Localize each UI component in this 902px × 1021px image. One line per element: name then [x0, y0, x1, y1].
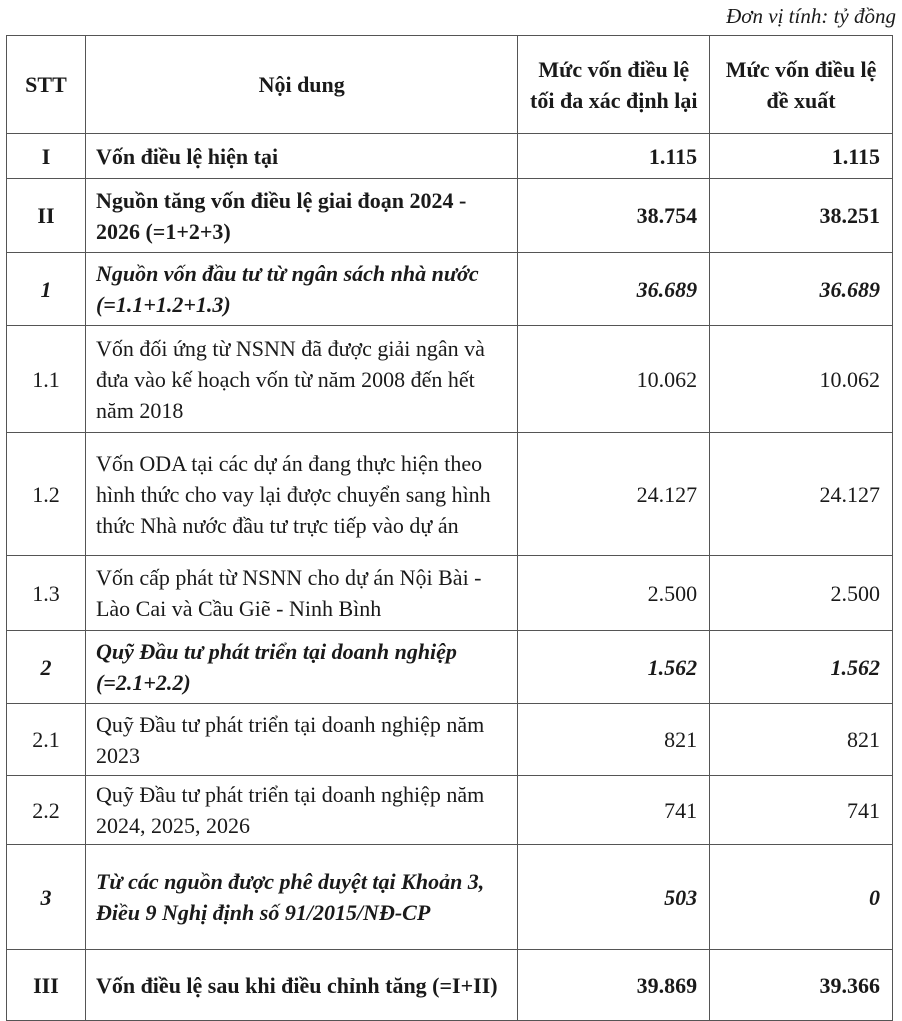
row-stt: 2.1: [7, 704, 86, 776]
row-proposed-capital: 1.115: [710, 134, 893, 179]
row-max-capital: 1.115: [518, 134, 710, 179]
row-content: Nguồn tăng vốn điều lệ giai đoạn 2024 - 2026 (=1+2+3): [85, 179, 517, 253]
row-proposed-capital: 38.251: [710, 179, 893, 253]
row-stt: 2: [7, 631, 86, 704]
row-stt: 1: [7, 253, 86, 326]
table-row: [7, 326, 893, 433]
row-stt: 3: [7, 845, 86, 950]
header-row: [7, 36, 893, 134]
row-proposed-capital: 10.062: [710, 326, 893, 433]
unit-note: Đơn vị tính: tỷ đồng: [726, 4, 896, 28]
row-max-capital: 39.869: [518, 950, 710, 1021]
table-row: [7, 845, 893, 950]
row-max-capital: 503: [518, 845, 710, 950]
table-row: [7, 704, 893, 776]
row-stt: I: [7, 134, 86, 179]
row-stt: 2.2: [7, 776, 86, 845]
table-row: [7, 950, 893, 1021]
table-row: [7, 433, 893, 556]
row-stt: 1.1: [7, 326, 86, 433]
row-proposed-capital: 36.689: [710, 253, 893, 326]
row-content: Quỹ Đầu tư phát triển tại doanh nghiệp năm 2023: [85, 704, 517, 776]
table-row: [7, 253, 893, 326]
row-stt: 1.3: [7, 556, 86, 631]
row-max-capital: 821: [518, 704, 710, 776]
row-max-capital: 24.127: [518, 433, 710, 556]
row-stt: III: [7, 950, 86, 1021]
row-proposed-capital: 741: [710, 776, 893, 845]
table-row: [7, 776, 893, 845]
row-max-capital: 36.689: [518, 253, 710, 326]
header-content: Nội dung: [85, 36, 517, 134]
table-row: [7, 179, 893, 253]
row-max-capital: 10.062: [518, 326, 710, 433]
row-proposed-capital: 24.127: [710, 433, 893, 556]
charter-capital-table: [6, 35, 893, 1021]
row-stt: II: [7, 179, 86, 253]
row-proposed-capital: 0: [710, 845, 893, 950]
row-stt: 1.2: [7, 433, 86, 556]
header-max-capital: Mức vốn điều lệ tối đa xác định lại: [518, 36, 710, 134]
table-row: [7, 134, 893, 179]
row-content: Vốn đối ứng từ NSNN đã được giải ngân và đưa vào kế hoạch vốn từ năm 2008 đến hết năm 2018: [85, 326, 517, 433]
row-content: Vốn ODA tại các dự án đang thực hiện theo hình thức cho vay lại được chuyển sang hình thức Nhà nước đầu tư trực tiếp vào dự án: [85, 433, 517, 556]
row-max-capital: 1.562: [518, 631, 710, 704]
row-content: Vốn điều lệ hiện tại: [85, 134, 517, 179]
row-proposed-capital: 39.366: [710, 950, 893, 1021]
row-content: Quỹ Đầu tư phát triển tại doanh nghiệp (=2.1+2.2): [85, 631, 517, 704]
row-proposed-capital: 1.562: [710, 631, 893, 704]
header-proposed-capital: Mức vốn điều lệ đề xuất: [710, 36, 893, 134]
table-row: [7, 631, 893, 704]
row-content: Từ các nguồn được phê duyệt tại Khoản 3, Điều 9 Nghị định số 91/2015/NĐ-CP: [85, 845, 517, 950]
row-content: Quỹ Đầu tư phát triển tại doanh nghiệp năm 2024, 2025, 2026: [85, 776, 517, 845]
header-stt: STT: [7, 36, 86, 134]
row-proposed-capital: 2.500: [710, 556, 893, 631]
table-row: [7, 556, 893, 631]
row-content: Vốn cấp phát từ NSNN cho dự án Nội Bài - Lào Cai và Cầu Giẽ - Ninh Bình: [85, 556, 517, 631]
row-max-capital: 741: [518, 776, 710, 845]
row-content: Vốn điều lệ sau khi điều chỉnh tăng (=I+II): [85, 950, 517, 1021]
row-content: Nguồn vốn đầu tư từ ngân sách nhà nước (=1.1+1.2+1.3): [85, 253, 517, 326]
row-max-capital: 2.500: [518, 556, 710, 631]
row-max-capital: 38.754: [518, 179, 710, 253]
row-proposed-capital: 821: [710, 704, 893, 776]
